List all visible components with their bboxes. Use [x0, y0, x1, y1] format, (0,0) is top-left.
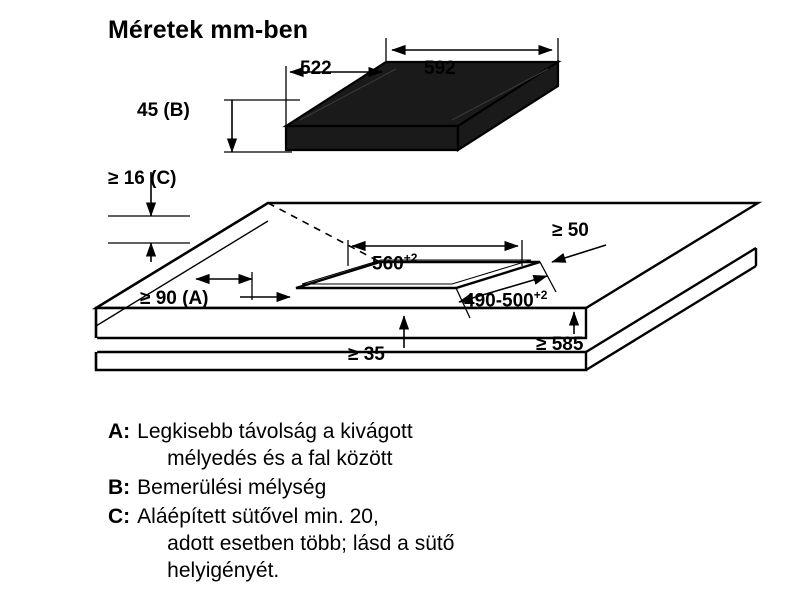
legend-text-c-line2: adott esetben több; lásd a sütő [167, 532, 455, 555]
dim-label-490-500-tolerance: +2 [533, 288, 548, 302]
legend-item-a [108, 418, 668, 472]
legend-key-c: C: [108, 505, 131, 528]
legend-text-c-line3: helyigényét. [167, 559, 280, 582]
dim-label-90-a: ≥ 90 (A) [140, 288, 209, 309]
dim-label-592: 592 [424, 58, 456, 79]
dim-label-490-500-value: 490-500 [464, 290, 534, 312]
legend-text-c [137, 503, 454, 584]
legend-text-b [137, 474, 326, 501]
dim-label-16-c: ≥ 16 (C) [108, 168, 177, 189]
legend-text-a [137, 418, 413, 472]
dim-label-560-value: 560 [372, 253, 404, 275]
legend-key-b: B: [108, 476, 131, 499]
legend-text-b-line1: Bemerülési mélység [137, 476, 327, 499]
dim-label-560 [372, 251, 417, 275]
legend-text-a-line1: Legkisebb távolság a kivágott [137, 420, 413, 443]
dim-label-50: ≥ 50 [552, 220, 589, 241]
legend [108, 418, 668, 586]
legend-key-a: A: [108, 420, 131, 443]
legend-item-c [108, 503, 668, 584]
dim-label-560-tolerance: +2 [403, 251, 418, 265]
legend-item-b [108, 474, 668, 501]
dim-label-490-500 [464, 288, 547, 312]
dim-label-585: ≥ 585 [536, 334, 584, 355]
dim-label-522: 522 [300, 58, 332, 79]
dim-label-45-b: 45 (B) [137, 100, 190, 121]
page-title: Méretek mm-ben [108, 16, 309, 44]
worktop [96, 203, 758, 370]
legend-text-a-line2: mélyedés és a fal között [167, 447, 393, 470]
legend-text-c-line1: Aláépített sütővel min. 20, [137, 505, 379, 528]
dim-label-35: ≥ 35 [348, 344, 385, 365]
